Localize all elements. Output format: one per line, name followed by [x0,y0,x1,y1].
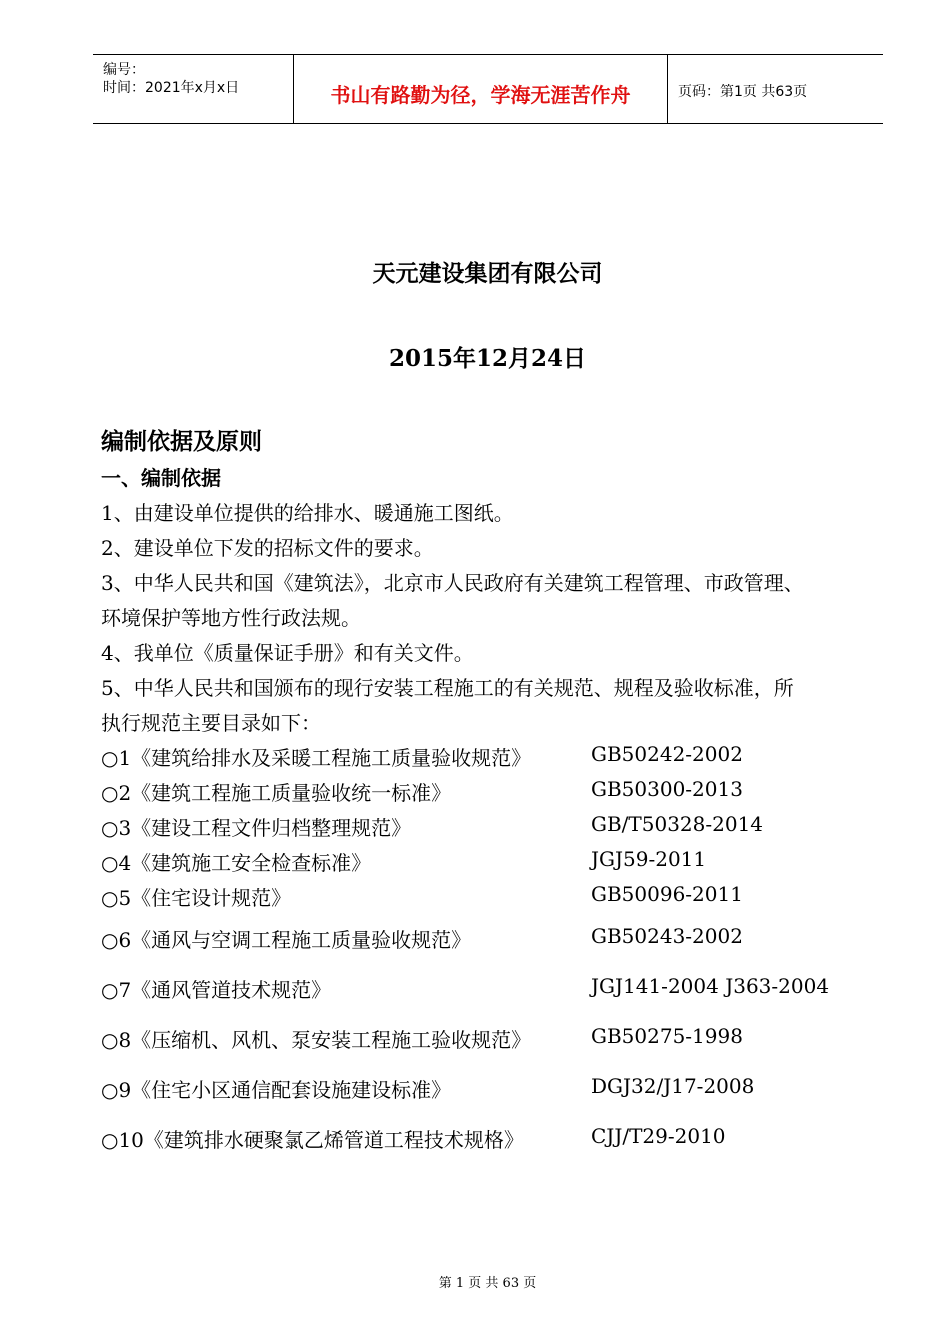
header-middle-cell [294,55,668,123]
standard-code: GB50300-2013 [591,777,743,801]
header-left-cell [93,55,294,123]
page-code: 页码：第1页 共63页 [678,84,808,100]
standard-code: GB50243-2002 [591,924,743,948]
standard-code: CJJ/T29-2010 [591,1124,726,1148]
paragraph-line: 5、中华人民共和国颁布的现行安装工程施工的有关规范、规程及验收标准，所 [101,676,794,700]
standard-title: ○7《通风管道技术规范》 [101,978,332,1002]
standard-code: GB/T50328-2014 [591,812,764,836]
standard-code: JGJ141-2004 J363-2004 [591,974,830,998]
standard-title: ○6《通风与空调工程施工质量验收规范》 [101,928,472,952]
header-right-cell [668,55,883,123]
standard-title: ○5《住宅设计规范》 [101,886,292,910]
standard-code: GB50096-2011 [591,882,743,906]
paragraph-line: 1、由建设单位提供的给排水、暖通施工图纸。 [101,501,514,525]
standard-title: ○2《建筑工程施工质量验收统一标准》 [101,781,452,805]
standard-code: DGJ32/J17-2008 [591,1074,755,1098]
standard-code: GB50275-1998 [591,1024,743,1048]
standard-code: GB50242-2002 [591,742,743,766]
page-footer: 第 1 页 共 63 页 [438,1276,537,1291]
paragraph-line: 2、建设单位下发的招标文件的要求。 [101,536,434,560]
section-heading: 编制依据及原则 [101,429,262,455]
number-label: 编号： [103,62,145,78]
company-name: 天元建设集团有限公司 [372,261,603,287]
paragraph-line: 执行规范主要目录如下： [101,711,321,735]
standard-title: ○10《建筑排水硬聚氯乙烯管道工程技术规格》 [101,1128,524,1152]
standard-code: JGJ59-2011 [591,847,707,871]
time-label: 时间：2021年x月x日 [103,80,240,96]
standard-title: ○1《建筑给排水及采暖工程施工质量验收规范》 [101,746,532,770]
paragraph-line: 3、中华人民共和国《建筑法》，北京市人民政府有关建筑工程管理、市政管理、 [101,571,804,595]
standard-title: ○9《住宅小区通信配套设施建设标准》 [101,1078,452,1102]
paragraph-line: 环境保护等地方性行政法规。 [101,606,361,630]
document-date: 2015年12月24日 [388,345,587,372]
section-subheading: 一、编制依据 [101,466,221,490]
paragraph-line: 4、我单位《质量保证手册》和有关文件。 [101,641,474,665]
header-motto: 书山有路勤为径，学海无涯苦作舟 [330,83,631,107]
standard-title: ○8《压缩机、风机、泵安装工程施工验收规范》 [101,1028,532,1052]
standard-title: ○3《建设工程文件归档整理规范》 [101,816,412,840]
standard-title: ○4《建筑施工安全检查标准》 [101,851,372,875]
page-header [93,54,883,124]
